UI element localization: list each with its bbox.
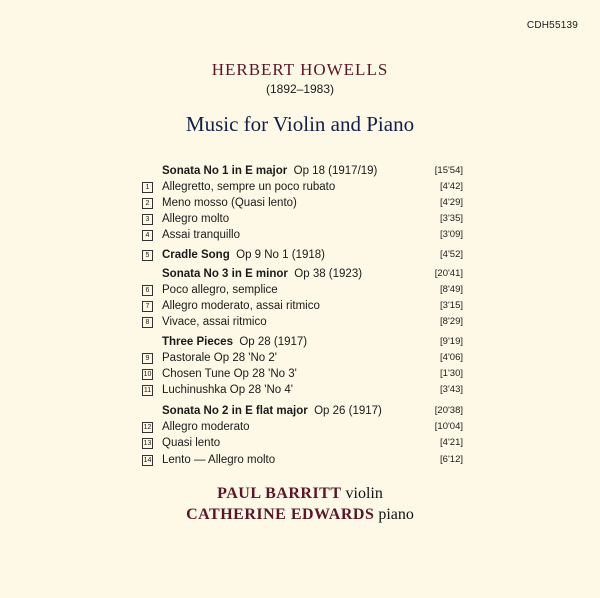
- work-heading: [162, 403, 382, 419]
- track-title: Chosen Tune Op 28 'No 3': [162, 368, 297, 380]
- track-row: [0, 195, 600, 211]
- track-number-box: 3: [142, 214, 153, 225]
- track-title: Meno mosso (Quasi lento): [162, 197, 297, 209]
- performer-line: [0, 485, 600, 503]
- track-row: [0, 435, 600, 451]
- track-duration: [4'21]: [440, 437, 463, 448]
- work-title: Three Pieces: [162, 336, 233, 348]
- track-duration: [10'04]: [434, 421, 463, 432]
- work-header-row: [0, 266, 600, 282]
- track-duration: [3'15]: [440, 300, 463, 311]
- track-duration: [1'30]: [440, 368, 463, 379]
- track-title: Vivace, assai ritmico: [162, 316, 267, 328]
- track-row: [0, 298, 600, 314]
- track-duration: [4'06]: [440, 352, 463, 363]
- track-number-box: 13: [143, 440, 152, 447]
- work-header-row: [0, 403, 600, 419]
- track-duration: [4'42]: [440, 181, 463, 192]
- track-number-box: 14: [143, 457, 152, 464]
- track-title: Poco allegro, semplice: [162, 284, 278, 296]
- track-row: [0, 282, 600, 298]
- work-duration: [20'38]: [434, 405, 463, 416]
- work-header-row: [0, 163, 600, 179]
- track-row: [0, 314, 600, 330]
- track-title: Allegro moderato: [162, 421, 250, 433]
- track-number-box: 9: [142, 353, 153, 364]
- work-opus: Op 26 (1917): [314, 405, 382, 417]
- work-title: Cradle Song: [162, 249, 230, 261]
- work-title: Sonata No 3 in E minor: [162, 268, 288, 280]
- work-title: Sonata No 2 in E flat major: [162, 405, 308, 417]
- track-duration: [8'29]: [440, 316, 463, 327]
- track-number-box: 7: [142, 301, 153, 312]
- work-opus: Op 38 (1923): [294, 268, 363, 280]
- composer-name: HERBERT HOWELLS: [211, 60, 389, 79]
- work-title: Sonata No 1 in E major: [162, 165, 288, 177]
- work-header-row: [0, 334, 600, 350]
- work-opus: Op 9 No 1 (1918): [236, 249, 325, 261]
- track-number-box: 1: [142, 182, 153, 193]
- work-opus: Op 28 (1917): [239, 336, 308, 348]
- track-number-box: 12: [143, 424, 152, 431]
- track-title: Assai tranquillo: [162, 229, 240, 241]
- performer-name: CATHERINE EDWARDS: [186, 506, 375, 523]
- track-title: Luchinushka Op 28 'No 4': [162, 384, 293, 396]
- track-title: Allegro moderato, assai ritmico: [162, 300, 320, 312]
- track-number-box: 8: [142, 317, 153, 328]
- track-title: Allegretto, sempre un poco rubato: [162, 181, 336, 193]
- track-row: [0, 227, 600, 243]
- track-number-box: 10: [143, 371, 152, 378]
- work-heading: [162, 163, 377, 179]
- performer-instrument: violin: [345, 485, 383, 502]
- track-title: Quasi lento: [162, 437, 221, 449]
- work-duration: [15'54]: [434, 165, 463, 176]
- track-number-box: 11: [143, 387, 152, 394]
- track-duration: [6'12]: [440, 454, 463, 465]
- track-row: [0, 211, 600, 227]
- track-row: [0, 247, 600, 263]
- track-row: [0, 452, 600, 468]
- track-number-box: 4: [142, 230, 153, 241]
- work-heading: [162, 334, 307, 350]
- work-heading: [162, 247, 325, 263]
- album-title: Music for Violin and Piano: [185, 112, 415, 136]
- track-duration: [3'35]: [440, 213, 463, 224]
- track-row: [0, 419, 600, 435]
- work-heading: [162, 266, 362, 282]
- track-duration: [8'49]: [440, 284, 463, 295]
- track-duration: [3'43]: [440, 384, 463, 395]
- work-opus: Op 18 (1917/19): [293, 165, 378, 177]
- track-row: [0, 366, 600, 382]
- performer-name: PAUL BARRITT: [217, 485, 342, 502]
- track-title: Pastorale Op 28 'No 2': [162, 352, 277, 364]
- track-duration: [4'52]: [440, 249, 463, 260]
- track-row: [0, 179, 600, 195]
- catalog-number: CDH55139: [526, 20, 578, 31]
- composer-dates: (1892–1983): [265, 82, 335, 96]
- track-row: [0, 382, 600, 398]
- performer-instrument: piano: [378, 506, 414, 523]
- performer-line: [0, 506, 600, 524]
- track-number-box: 2: [142, 198, 153, 209]
- track-title: Allegro molto: [162, 213, 230, 225]
- track-row: [0, 350, 600, 366]
- track-number-box: 6: [142, 285, 153, 296]
- track-title: Lento — Allegro molto: [162, 454, 276, 466]
- track-duration: [3'09]: [440, 229, 463, 240]
- work-duration: [20'41]: [434, 268, 463, 279]
- track-number-box: 5: [142, 250, 153, 261]
- work-duration: [9'19]: [440, 336, 463, 347]
- track-duration: [4'29]: [440, 197, 463, 208]
